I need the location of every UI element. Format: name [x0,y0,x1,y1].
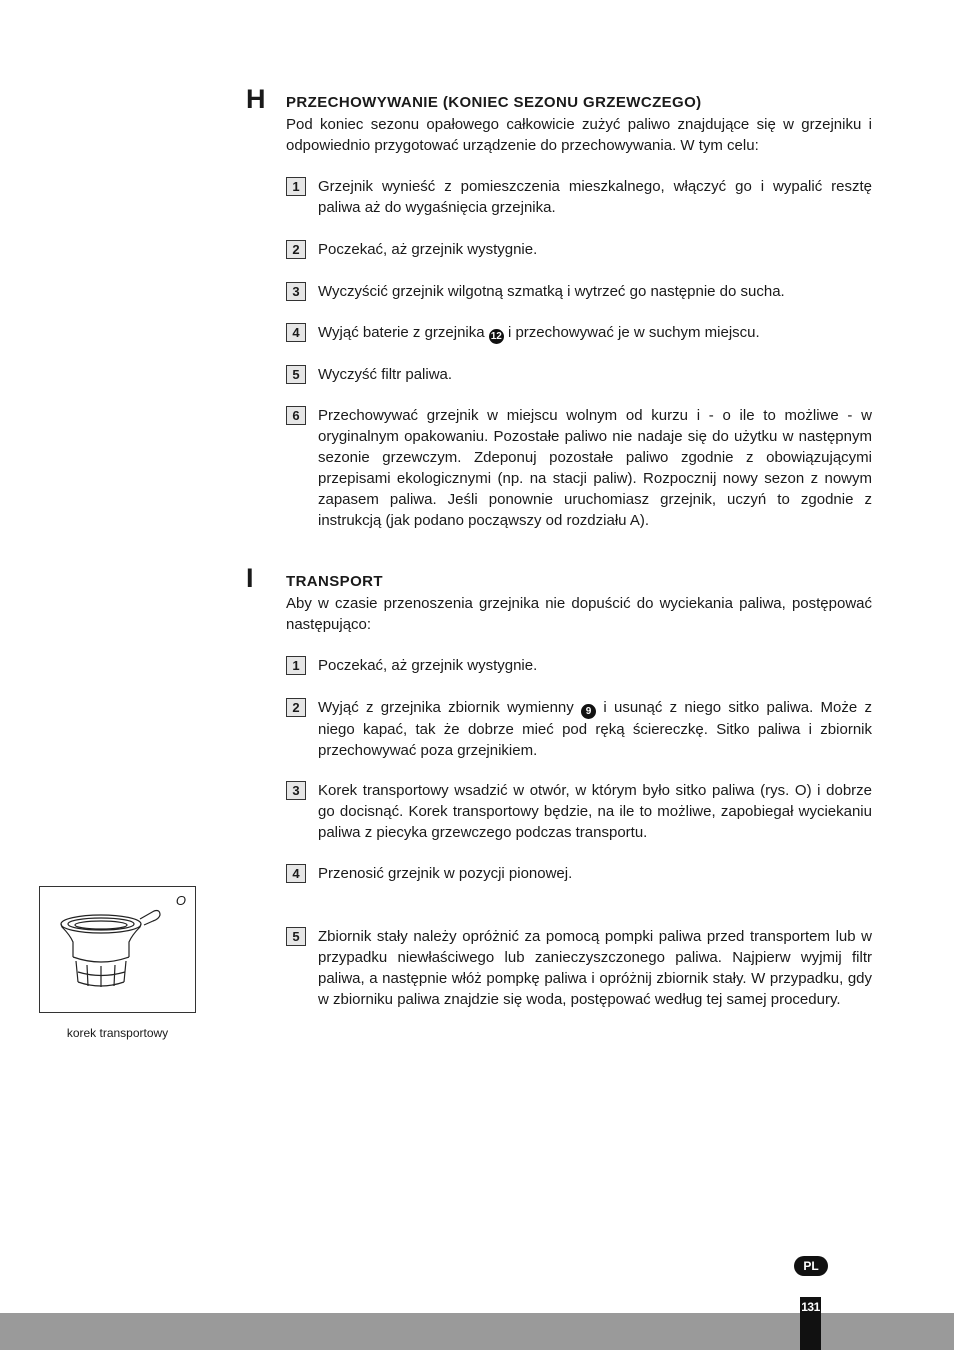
section-i-title: TRANSPORT [286,573,383,590]
step-text-after: i przechowywać je w suchym miejscu. [507,324,760,341]
section-i-step-3 [286,781,872,843]
step-text: Poczekać, aż grzejnik wystygnie. [318,657,538,674]
section-h-title: PRZECHOWYWANIE (KONIEC SEZONU GRZEWCZEGO) [286,94,702,111]
part-ref-9-icon: 9 [581,704,596,719]
section-h-letter: H [246,84,266,114]
step-text: Przenosić grzejnik w pozycji pionowej. [318,865,573,882]
step-number: 1 [286,656,306,675]
step-number: 3 [286,282,306,301]
step-text: Zbiornik stały należy opróżnić za pomocą pompki paliwa przed transportem lub w przypadku niewłaściwego lub zanieczyszczonego paliwa. Najpierw wyjmij filtr paliwa, a następnie włóż pompkę paliwa i opróżnij zbiornik stały. W przypadku, gdy w zbiorniku paliwa znajdzie się woda, postępować według tej samej procedury. [318,928,872,1008]
section-h-step-6 [286,406,872,531]
section-h-step-4 [286,323,872,344]
step-number: 2 [286,240,306,259]
step-text-after: i usunąć z niego sitko paliwa. Może z niego kapać, tak że dobrze mieć pod ręką ściereczkę. Sitko paliwa i zbiornik przechowywać poza grzejnikiem. [318,699,872,759]
step-text: Wyczyścić grzejnik wilgotną szmatką i wytrzeć go następnie do sucha. [318,283,785,300]
step-text-before: Wyjąć baterie z grzejnika [318,324,485,341]
section-h-step-2 [286,240,872,260]
step-text [318,322,872,344]
part-ref-12-icon: 12 [490,331,502,342]
figure-transport-plug [39,886,196,1013]
step-number: 4 [286,864,306,883]
step-text [318,697,872,761]
page-number: 131 [800,1297,821,1350]
step-number: 3 [286,781,306,800]
step-number: 6 [286,406,306,425]
section-i-step-2 [286,698,872,761]
step-number: 1 [286,177,306,196]
section-h-step-5 [286,365,872,385]
step-text: Poczekać, aż grzejnik wystygnie. [318,241,538,258]
step-text: Grzejnik wynieść z pomieszczenia mieszkalnego, włączyć go i wypalić resztę paliwa aż do wygaśnięcia grzejnika. [318,178,872,216]
step-text-before: Wyjąć z grzejnika zbiornik wymienny [318,699,574,716]
section-i-step-5 [286,927,872,1010]
section-i-step-1 [286,656,872,676]
section-h-step-3 [286,282,872,302]
transport-plug-icon [40,887,195,1012]
figure-label: O [175,893,186,908]
section-h-intro: Pod koniec sezonu opałowego całkowicie zużyć paliwo znajdujące się w grzejniku i odpowiednio przygotować urządzenie do przechowywania. W tym celu: [286,116,872,154]
section-i-step-4 [286,864,872,884]
figure-caption: korek transportowy [66,1026,169,1040]
step-number: 2 [286,698,306,717]
step-text: Przechowywać grzejnik w miejscu wolnym od kurzu i - o ile to możliwe - w oryginalnym opakowaniu. Pozostałe paliwo nie nadaje się do użytku w następnym sezonie grzewczym. Zdeponuj pozostałe paliwo zgodnie z obowiązującymi przepisami ekologicznymi (np. na stacji paliw). Rozpocznij nowy sezon z nowym zapasem paliwa. Jeśli ponownie uruchomiasz grzejnik, uczyń to zgodnie z instrukcją (jak podano począwszy od rozdziału A). [318,407,872,529]
step-text: Korek transportowy wsadzić w otwór, w którym było sitko paliwa (rys. O) i dobrze go docisnąć. Korek transportowy będzie, na ile to możliwe, zapobiegał wyciekaniu paliwa z piecyka grzewczego podczas transportu. [318,782,872,841]
section-i-letter: I [246,563,254,593]
step-text: Wyczyść filtr paliwa. [318,366,453,383]
step-number: 5 [286,365,306,384]
step-number: 5 [286,927,306,946]
section-h-step-1 [286,177,872,218]
language-badge: PL [794,1256,828,1276]
step-number: 4 [286,323,306,342]
section-i-intro: Aby w czasie przenoszenia grzejnika nie dopuścić do wyciekania paliwa, postępować następująco: [286,595,872,633]
